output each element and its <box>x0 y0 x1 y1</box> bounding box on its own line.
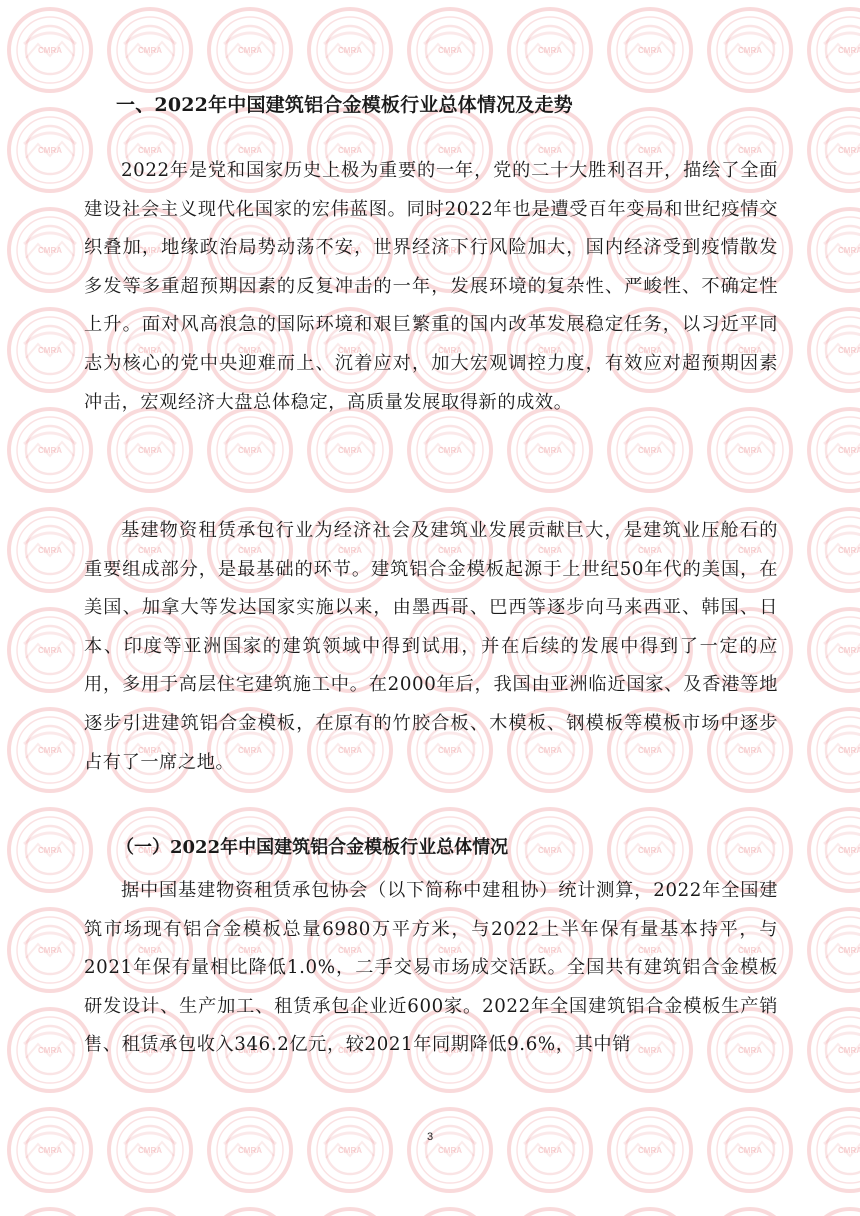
paragraph-1: 2022年是党和国家历史上极为重要的一年，党的二十大胜利召开，描绘了全面建设社会主义现代化国家的宏伟蓝图。同时2022年也是遭受百年变局和世纪疫情交织叠加，地缘政治局势动荡不安，世界经济下行风险加大，国内经济受到疫情散发多发等多重超预期因素的反复冲击的一年，发展环境的复杂性、严峻性、不确定性上升。面对风高浪急的国际环境和艰巨繁重的国内改革发展稳定任务，以习近平同志为核心的党中央迎难而上、沉着应对，加大宏观调控力度，有效应对超预期因素冲击，宏观经济大盘总体稳定，高质量发展取得新的成效。 <box>84 160 778 413</box>
subsection-heading: （一）2022年中国建筑铝合金模板行业总体情况 <box>116 837 509 858</box>
paragraph-2: 基建物资租赁承包行业为经济社会及建筑业发展贡献巨大，是建筑业压舱石的重要组成部分，是最基础的环节。建筑铝合金模板起源于上世纪50年代的美国，在美国、加拿大等发达国家实施以来，由墨西哥、巴西等逐步向马来西亚、韩国、日本、印度等亚洲国家的建筑领域中得到试用，并在后续的发展中得到了一定的应用，多用于高层住宅建筑施工中。在2000年后，我国由亚洲临近国家、及香港等地逐步引进建筑铝合金模板，在原有的竹胶合板、木模板、钢模板等模板市场中逐步占有了一席之地。 <box>84 520 778 773</box>
paragraph-3: 据中国基建物资租赁承包协会（以下简称中建租协）统计测算，2022年全国建筑市场现有铝合金模板总量6980万平方米，与2022上半年保有量基本持平，与2021年保有量相比降低1.0%，二手交易市场成交活跃。全国共有建筑铝合金模板研发设计、生产加工、租赁承包企业近600家。2022年全国建筑铝合金模板生产销售、租赁承包收入346.2亿元，较2021年同期降低9.6%，其中销 <box>84 880 778 1056</box>
page-number: 3 <box>426 1131 434 1143</box>
section-heading: 一、2022年中国建筑铝合金模板行业总体情况及走势 <box>116 94 573 116</box>
